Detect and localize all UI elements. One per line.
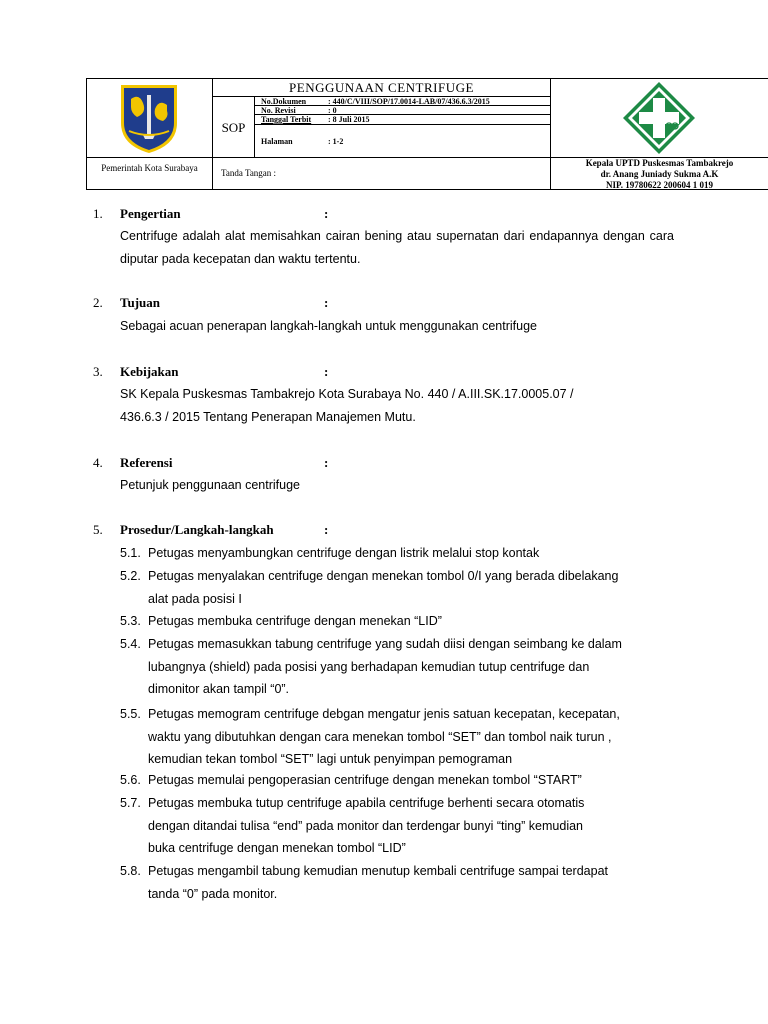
section-heading: Tujuan (120, 295, 160, 310)
section-number: 3. (93, 364, 103, 379)
section-heading: Referensi (120, 455, 173, 470)
step-5-6: 5.6. Petugas memulai pengoperasian centrifuge dengan menekan tombol “START” (120, 773, 582, 787)
kepala-name: dr. Anang Juniady Sukma A.K (600, 169, 719, 179)
document-title: PENGGUNAAN CENTRIFUGE (212, 78, 551, 97)
section-number: 5. (93, 522, 103, 537)
step-5-1: 5.1. Petugas menyambungkan centrifuge dengan listrik melalui stop kontak (120, 546, 540, 560)
referensi-text: Petunjuk penggunaan centrifuge (120, 478, 301, 492)
pemkot-label: Pemerintah Kota Surabaya (86, 157, 213, 190)
step-5-2: 5.2. Petugas menyalakan centrifuge dengan menekan tombol 0/I yang berada dibelakang alat pada posisi I (120, 569, 619, 606)
signature-label: Tanda Tangan : (212, 157, 551, 190)
section-heading: Pengertian (120, 206, 181, 221)
section-number: 1. (93, 206, 103, 221)
meta-row-dokumen: No.Dokumen : 440/C/VIII/SOP/17.0014-LAB/07/436.6.3/2015 (255, 97, 550, 106)
surabaya-crest-icon (87, 79, 212, 157)
document-meta (254, 96, 551, 158)
step-5-3: 5.3. Petugas membuka centrifuge dengan menekan “LID” (120, 614, 442, 628)
kepala-title: Kepala UPTD Puskesmas Tambakrejo (585, 158, 734, 168)
step-5-7: 5.7. Petugas membuka tutup centrifuge apabila centrifuge berhenti secara otomatis dengan ditandai tulisa “end” pada monitor dan terdengar bunyi “ting” kemudian buka centrifuge dengan menekan tombol “LID” (120, 796, 585, 855)
kebijakan-text-line-1: SK Kepala Puskesmas Tambakrejo Kota Surabaya No. 440 / A.III.SK.17.0005.07 / (120, 387, 574, 401)
puskesmas-logo-icon (551, 79, 768, 157)
step-5-8: 5.8. Petugas mengambil tabung kemudian menutup kembali centrifuge sampai terdapat tanda “0” pada monitor. (120, 864, 608, 901)
sop-header-table (86, 78, 768, 190)
kepala-nip: NIP. 19780622 200604 1 019 (606, 180, 713, 190)
tujuan-text: Sebagai acuan penerapan langkah-langkah untuk menggunakan centrifuge (120, 319, 537, 333)
section-number: 2. (93, 295, 103, 310)
step-5-5: 5.5. Petugas memogram centrifuge debgan mengatur jenis satuan kecepatan, kecepatan, waktu yang dibutuhkan dengan cara menekan tombol “SET” dan tombol naik turun , kemudian tekan tombol “SET” lagi untuk penyimpan pemograman (120, 707, 620, 766)
meta-row-revisi: No. Revisi : 0 (255, 106, 550, 115)
sop-label: SOP (212, 96, 255, 158)
step-5-4: 5.4. Petugas memasukkan tabung centrifuge yang sudah diisi dengan seimbang ke dalam lubangnya (shield) pada posisi yang berhadapan kemudian tutup centrifuge dan dimonitor akan tampil “0”. (120, 637, 622, 696)
kepala-puskesmas-block (550, 157, 768, 190)
kebijakan-text-line-2: 436.6.3 / 2015 Tentang Penerapan Manajemen Mutu. (120, 410, 416, 424)
pengertian-text: Centrifuge adalah alat memisahkan cairan bening atau supernatan dari endapannya dengan cara diputar pada kecepatan dan waktu tertentu. (120, 229, 674, 266)
section-heading: Kebijakan (120, 364, 179, 379)
puskesmas-logo-cell (550, 78, 768, 158)
meta-row-halaman: Halaman : 1-2 (261, 137, 344, 146)
section-number: 4. (93, 455, 103, 470)
section-heading: Prosedur/Langkah-langkah (120, 522, 274, 537)
surabaya-logo-cell (86, 78, 213, 158)
meta-row-tanggal: Tanggal Terbit : 8 Juli 2015 (255, 115, 550, 125)
